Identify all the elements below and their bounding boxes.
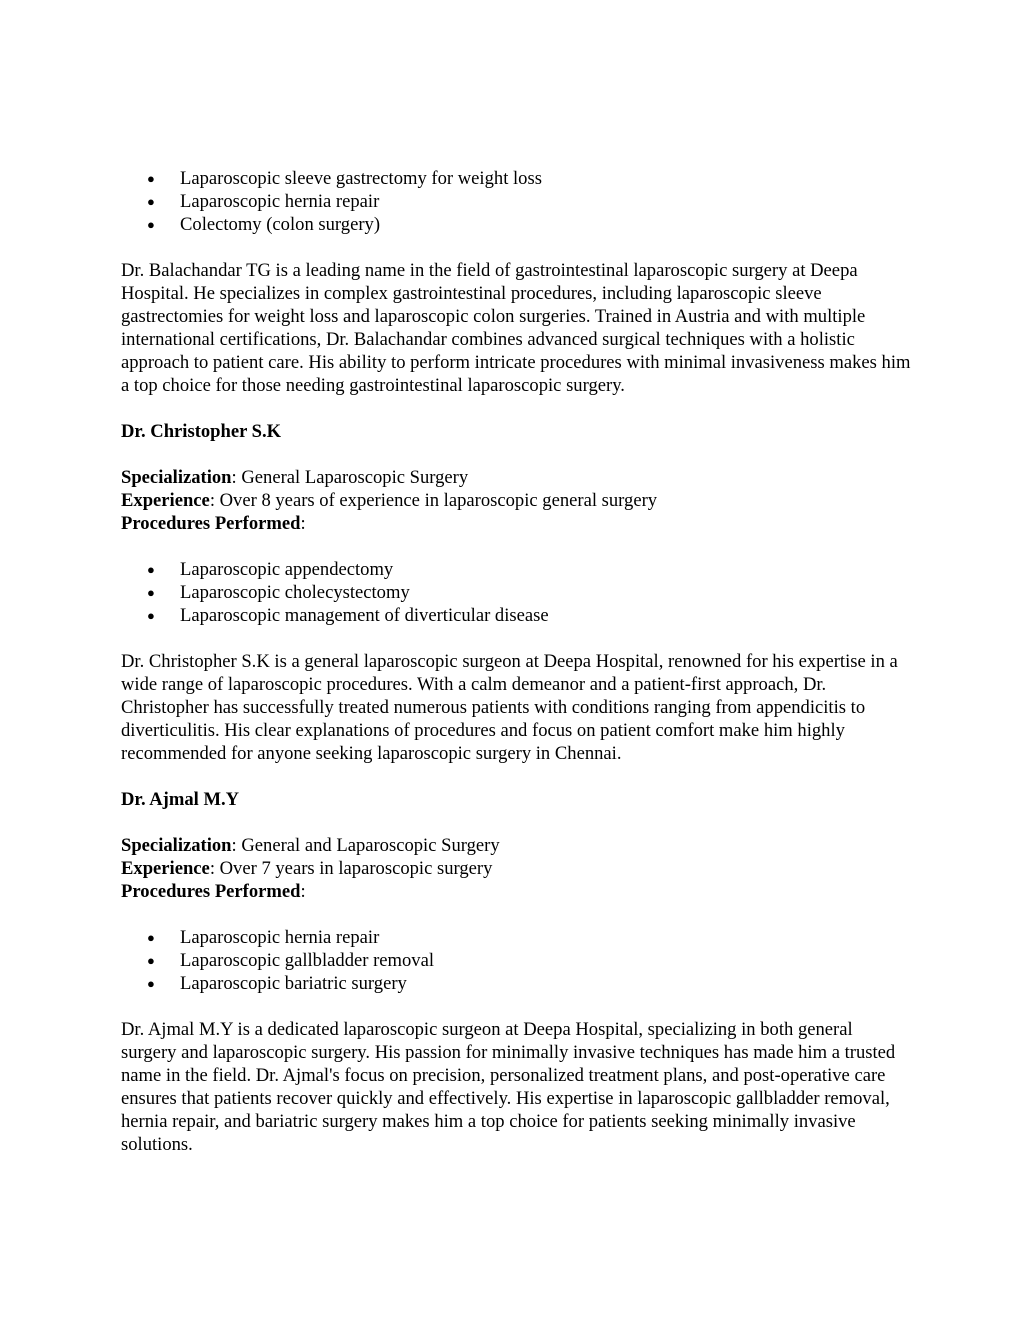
experience-value: : Over 7 years in laparoscopic surgery: [209, 858, 493, 879]
experience-line: [121, 857, 911, 880]
experience-label: Experience: [121, 490, 210, 511]
list-item: [121, 972, 911, 995]
procedures-line: [121, 512, 911, 535]
intro-procedure-list: [121, 167, 911, 236]
intro-description: Dr. Balachandar TG is a leading name in the field of gastrointestinal laparoscopic surgery at Deepa Hospital. He specializes in complex gastrointestinal procedures, including laparoscopic sleeve gastrectomies for weight loss and laparoscopic colon surgeries. Trained in Austria and with multiple international certifications, Dr. Balachandar combines advanced surgical techniques with a holistic approach to patient care. His ability to perform intricate procedures with minimal invasiveness makes him a top choice for those needing gastrointestinal laparoscopic surgery.: [121, 260, 911, 396]
document-page: [121, 167, 911, 1156]
list-item-text: Laparoscopic hernia repair: [180, 927, 380, 948]
list-item: [121, 926, 911, 949]
list-item-text: Laparoscopic appendectomy: [180, 559, 394, 580]
specialization-value: : General Laparoscopic Surgery: [231, 467, 469, 488]
bullet-icon: ●: [147, 562, 155, 577]
specialization-label: Specialization: [121, 835, 232, 856]
experience-label: Experience: [121, 858, 210, 879]
bullet-icon: ●: [147, 976, 155, 991]
procedures-label: Procedures Performed: [121, 513, 301, 534]
list-item: [121, 558, 911, 581]
list-item-text: Laparoscopic bariatric surgery: [180, 973, 407, 994]
list-item-text: Laparoscopic gallbladder removal: [180, 950, 435, 971]
bullet-icon: ●: [147, 953, 155, 968]
procedures-line: [121, 880, 911, 903]
list-item-text: Laparoscopic management of diverticular disease: [180, 605, 549, 626]
list-item: [121, 949, 911, 972]
list-item-text: Laparoscopic hernia repair: [180, 191, 380, 212]
specialization-label: Specialization: [121, 467, 232, 488]
procedures-colon: :: [300, 513, 306, 534]
doctor-name-heading: Dr. Christopher S.K: [121, 421, 282, 442]
list-item-text: Colectomy (colon surgery): [180, 214, 381, 235]
doctor-name-heading: Dr. Ajmal M.Y: [121, 789, 240, 810]
experience-line: [121, 489, 911, 512]
bullet-icon: ●: [147, 171, 155, 186]
specialization-value: : General and Laparoscopic Surgery: [231, 835, 500, 856]
bullet-icon: ●: [147, 930, 155, 945]
doctor-description: Dr. Christopher S.K is a general laparoscopic surgeon at Deepa Hospital, renowned for his expertise in a wide range of laparoscopic procedures. With a calm demeanor and a patient-first approach, Dr. Christopher has successfully treated numerous patients with conditions ranging from appendicitis to diverticulitis. His clear explanations of procedures and focus on patient comfort make him highly recommended for anyone seeking laparoscopic surgery in Chennai.: [121, 651, 898, 764]
doctor-description: Dr. Ajmal M.Y is a dedicated laparoscopic surgeon at Deepa Hospital, specializing in both general surgery and laparoscopic surgery. His passion for minimally invasive techniques has made him a trusted name in the field. Dr. Ajmal's focus on precision, personalized treatment plans, and post-operative care ensures that patients recover quickly and effectively. His expertise in laparoscopic gallbladder removal, hernia repair, and bariatric surgery makes him a top choice for patients seeking minimally invasive solutions.: [121, 1019, 896, 1155]
list-item-text: Laparoscopic cholecystectomy: [180, 582, 410, 603]
procedures-label: Procedures Performed: [121, 881, 301, 902]
bullet-icon: ●: [147, 217, 155, 232]
list-item: [121, 581, 911, 604]
procedures-colon: :: [300, 881, 306, 902]
list-item-text: Laparoscopic sleeve gastrectomy for weight loss: [180, 168, 542, 189]
experience-value: : Over 8 years of experience in laparoscopic general surgery: [209, 490, 658, 511]
bullet-icon: ●: [147, 194, 155, 209]
bullet-icon: ●: [147, 608, 155, 623]
procedure-list: [121, 926, 911, 995]
list-item: [121, 167, 911, 190]
specialization-line: [121, 466, 911, 489]
bullet-icon: ●: [147, 585, 155, 600]
specialization-line: [121, 834, 911, 857]
procedure-list: [121, 558, 911, 627]
list-item: [121, 213, 911, 236]
list-item: [121, 604, 911, 627]
list-item: [121, 190, 911, 213]
